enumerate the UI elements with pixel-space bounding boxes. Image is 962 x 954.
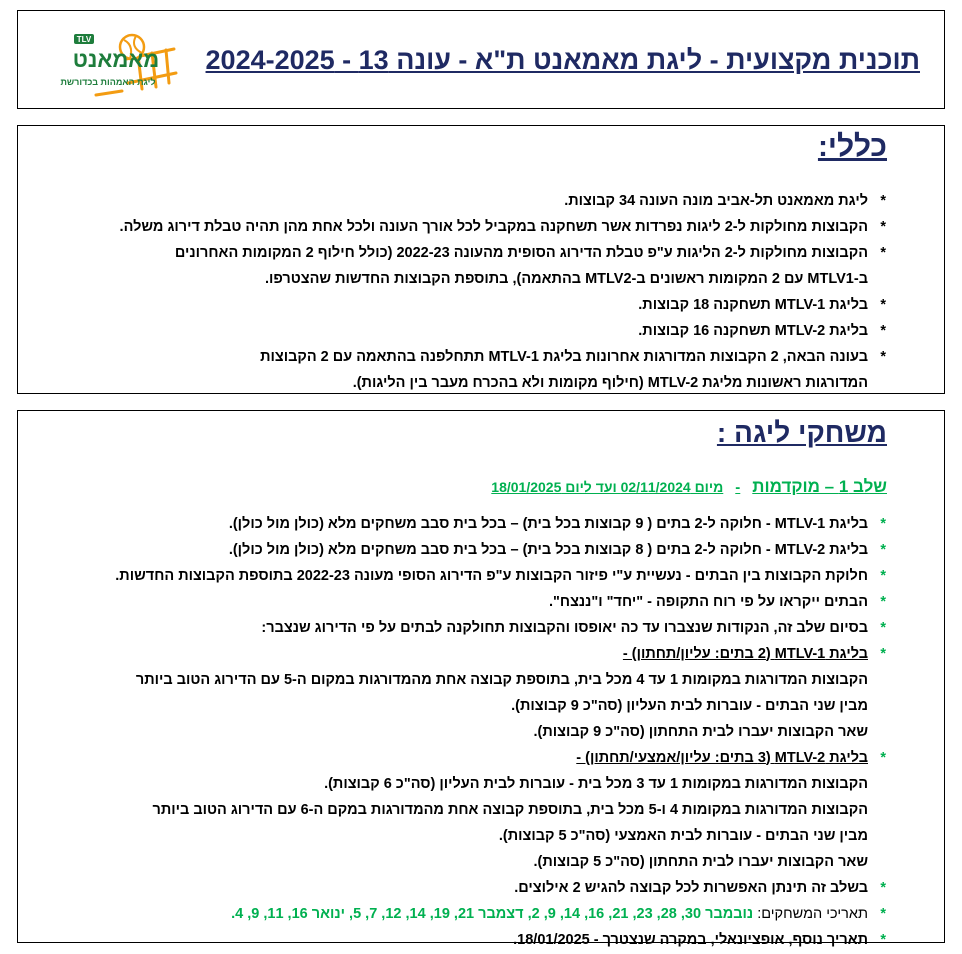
bullet-star: * [880, 193, 886, 209]
game-dates: נובמבר 30, 28, 23, 21, 16, 14, 9, 2, דצמבר 21, 19, 14, 12, 7, 5, ינואר 16, 11, 9, 4. [231, 906, 754, 922]
bullet-star: * [880, 516, 886, 532]
mtlv2-subheading: בליגת MTLV-2 (3 בתים: עליון/אמצעי/תחתון) - [576, 750, 868, 766]
logo-name-text: מאמאנט [72, 47, 160, 72]
league-rules-list [18, 511, 944, 953]
stage-separator: - [735, 479, 741, 496]
general-rules-list [18, 188, 944, 396]
bullet-star: * [880, 542, 886, 558]
bullet-star: * [880, 880, 886, 896]
bullet-star: * [880, 323, 886, 339]
stage-date-range: מיום 02/11/2024 ועד ליום 18/01/2025 [491, 479, 724, 495]
list-item: * בליגת MTLV-1 (2 בתים: עליון/תחתון) - הקבוצות המדורגות במקומות 1 עד 4 מכל בית, בתוספת קבוצה אחת מהמדורגות במקום ה-5 עם הדירוג הטוב ביותר מבין שני הבתים - עוברות לבית העליון (סה"כ 9 קבוצות). שאר הקבוצות יעברו לבית התחתון (סה"כ 9 קבוצות). [18, 641, 944, 745]
bullet-star: * [880, 568, 886, 584]
bullet-star: * [880, 646, 886, 662]
bullet-star: * [880, 750, 886, 766]
list-item: * בשלב זה תינתן האפשרות לכל קבוצה להגיש 2 אילוצים. [18, 875, 944, 901]
stage-title: שלב 1 – מוקדמות [752, 477, 887, 496]
list-item: * בליגת MTLV-2 תשחקנה 16 קבוצות. [18, 318, 944, 344]
bullet-star: * [880, 245, 886, 261]
list-item: * בליגת MTLV-2 - חלוקה ל-2 בתים ( 8 קבוצות בכל בית) – בכל בית סבב משחקים מלא (כולן מול כולן). [18, 537, 944, 563]
list-item: * הקבוצות מחולקות ל-2 הליגות ע"פ טבלת הדירוג הסופית מהעונה 2022-23 (כולל חילוף 2 המקומות האחרונים ב-MTLV1 עם 2 המקומות ראשונים ב-MTLV2 בהתאמה), בתוספת הקבוצות החדשות שהצטרפו. [18, 240, 944, 292]
list-item [18, 901, 944, 927]
list-item: * בליגת MTLV-2 (3 בתים: עליון/אמצעי/תחתון) - הקבוצות המדורגות במקומות 1 עד 3 מכל בית - עוברות לבית העליון (סה"כ 6 קבוצות). הקבוצות המדורגות במקומות 4 ו-5 מכל בית, בתוספת קבוצה אחת מהמדורגות במקם ה-6 עם הדירוג הטוב ביותר מבין שני הבתים - עוברות לבית האמצעי (סה"כ 5 קבוצות). שאר הקבוצות יעברו לבית התחתון (סה"כ 5 קבוצות). [18, 745, 944, 875]
list-item: * הבתים ייקראו על פי רוח התקופה - "יחד" ו"ננצח". [18, 589, 944, 615]
league-heading: משחקי ליגה : [716, 417, 887, 448]
list-item: * בליגת MTLV-1 תשחקנה 18 קבוצות. [18, 292, 944, 318]
logo-tagline-text: ליגת האמהות בכדורשת [60, 77, 156, 87]
stage-heading [491, 477, 887, 497]
list-item: * הקבוצות מחולקות ל-2 ליגות נפרדות אשר תשחקנה במקביל לכל אורך העונה ולכל אחת מהן תהיה טבלת דירוג משלה. [18, 214, 944, 240]
league-section [17, 410, 945, 948]
logo-badge-text: TLV [76, 35, 92, 44]
list-item: * ליגת מאמאנט תל-אביב מונה העונה 34 קבוצות. [18, 188, 944, 214]
bullet-star: * [880, 349, 886, 365]
game-dates-label: תאריכי המשחקים: [757, 906, 868, 922]
general-section [17, 125, 945, 394]
list-item: * תאריך נוסף, אופציונאלי, במקרה שנצטרך - 18/01/2025. [18, 927, 944, 953]
general-heading: כללי: [817, 130, 887, 163]
bullet-star: * [880, 219, 886, 235]
list-item: * בעונה הבאה, 2 הקבוצות המדורגות אחרונות בליגת MTLV-1 תתחלפנה בהתאמה עם 2 הקבוצות המדורגות ראשונות מליגת MTLV-2 (חילוף מקומות ולא בהכרח מעבר בין הליגות). [18, 344, 944, 396]
bullet-star: * [880, 932, 886, 948]
bullet-star: * [880, 620, 886, 636]
bullet-star: * [880, 594, 886, 610]
list-item: * בליגת MTLV-1 - חלוקה ל-2 בתים ( 9 קבוצות בכל בית) – בכל בית סבב משחקים מלא (כולן מול כולן). [18, 511, 944, 537]
league-logo [56, 31, 178, 101]
bullet-star: * [880, 297, 886, 313]
page-title: תוכנית מקצועית - ליגת מאמאנט ת"א - עונה 13 - 2024-2025 [205, 45, 920, 75]
bullet-star: * [880, 906, 886, 922]
list-item: * חלוקת הקבוצות בין הבתים - נעשיית ע"י פיזור הקבוצות ע"פ הדירוג הסופי מעונה 2022-23 בתוספת הקבוצות החדשות. [18, 563, 944, 589]
header-box [17, 10, 945, 109]
mtlv1-subheading: בליגת MTLV-1 (2 בתים: עליון/תחתון) - [622, 646, 868, 662]
list-item: * בסיום שלב זה, הנקודות שנצברו עד כה יאופסו והקבוצות תחולקנה לבתים על פי הדירוג שנצבר: [18, 615, 944, 641]
